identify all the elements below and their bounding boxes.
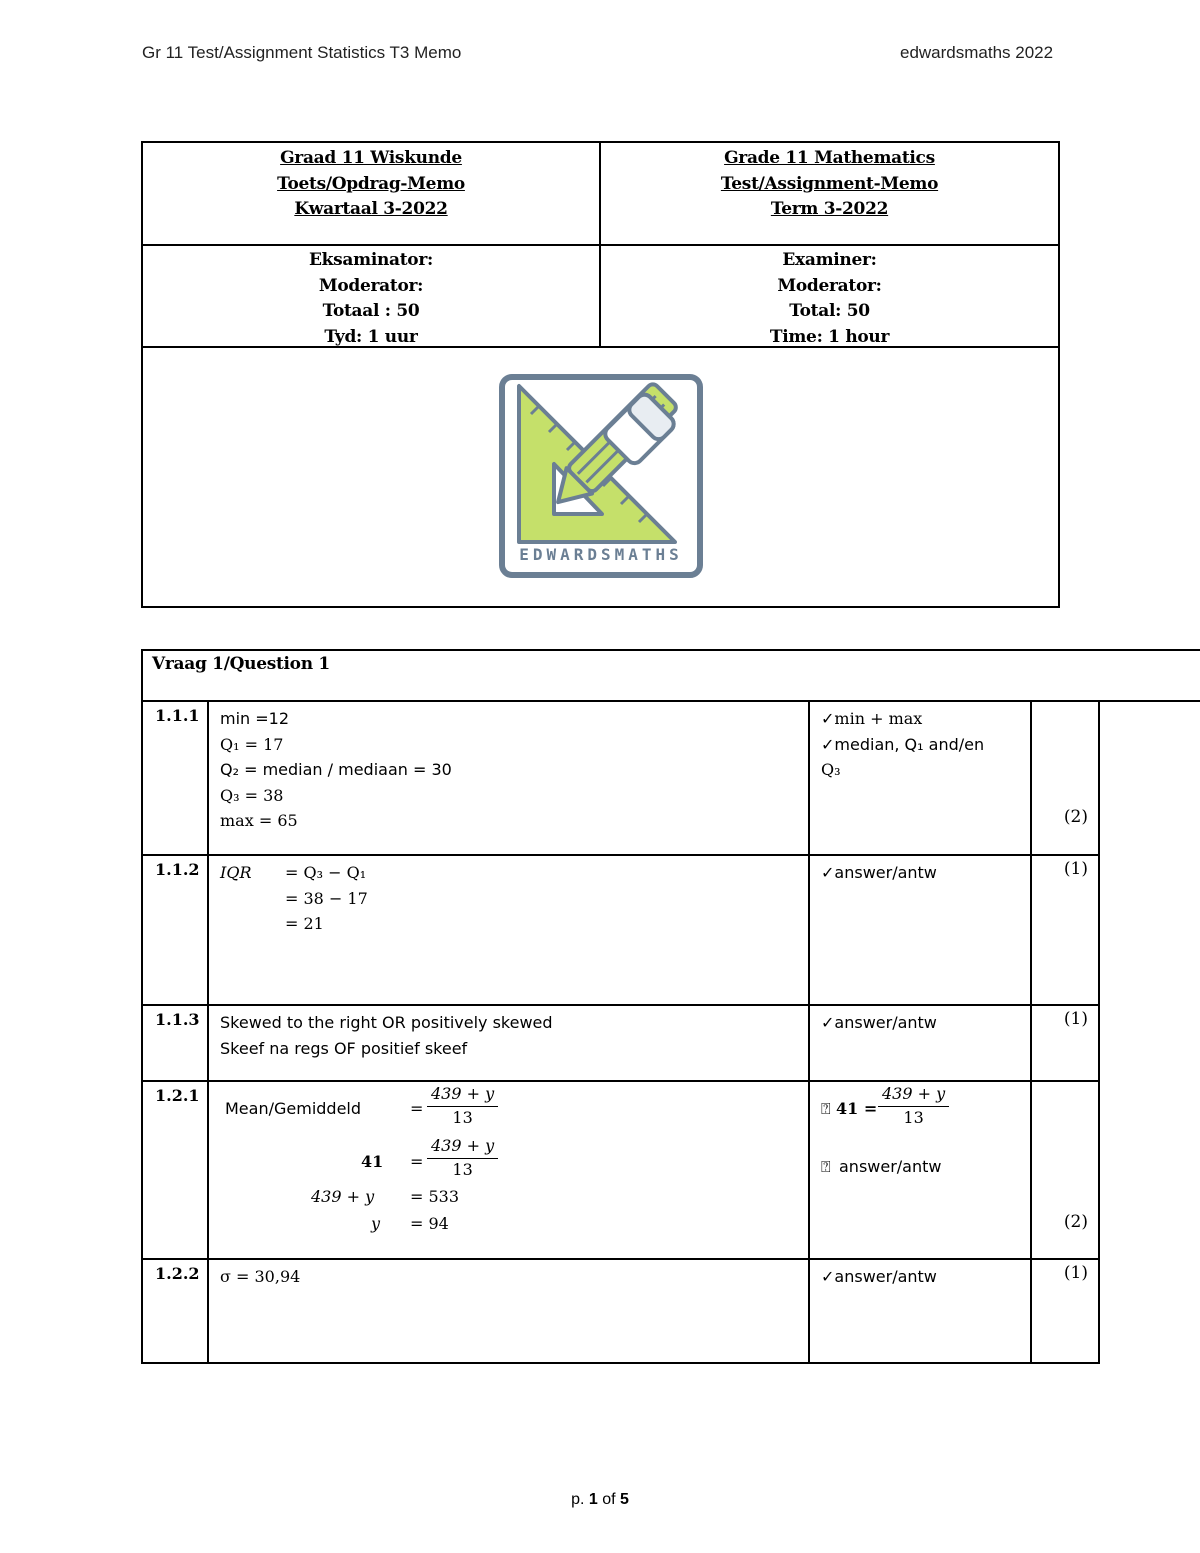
question-title: Vraag 1/Question 1 — [141, 649, 1200, 702]
marking-criterion: ✓median, Q₁ and/en — [821, 734, 985, 754]
header-left: Gr 11 Test/Assignment Statistics T3 Memo — [142, 43, 462, 62]
answer-line: Q₁ = 17 — [220, 734, 284, 754]
answer-line: min =12 — [220, 709, 290, 728]
marking-criterion: answer/antw — [839, 1157, 942, 1176]
answer-lhs: 439 + y — [311, 1187, 375, 1206]
mark-total: (1) — [1063, 859, 1088, 879]
afrikaans-examiner: Eksaminator: — [309, 250, 433, 270]
answer-lhs: y — [371, 1214, 381, 1233]
row-1-1-2 — [141, 856, 1100, 1006]
logo-wordmark: EDWARDSMATHS — [519, 545, 683, 564]
edwardsmaths-logo — [499, 374, 703, 578]
afrikaans-subject: Graad 11 Wiskunde — [280, 148, 462, 168]
marking-criterion: ✓answer/antw — [821, 1267, 937, 1286]
answer-line: Q₂ = median / mediaan = 30 — [220, 760, 452, 779]
question-number: 1.2.2 — [155, 1264, 200, 1283]
fraction: $\frac{439 + y}{13}$ — [878, 1083, 949, 1129]
current-page: 1 — [588, 1491, 598, 1508]
fraction: $\frac{439 + y}{13}$ — [427, 1083, 498, 1129]
missing-glyph: ⍰ — [821, 1157, 831, 1176]
equals-sign: = — [410, 1099, 424, 1118]
english-test-type: Test/Assignment-Memo — [720, 173, 939, 194]
afrikaans-title-cell — [143, 143, 601, 244]
english-moderator: Moderator: — [777, 275, 882, 296]
mark-total: (1) — [1063, 1263, 1088, 1283]
question-number: 1.1.1 — [155, 706, 200, 725]
mean-value: 41 — [361, 1152, 384, 1171]
afrikaans-term: Kwartaal 3-2022 — [294, 199, 448, 219]
missing-glyph: ⍰ — [821, 1099, 831, 1118]
afrikaans-moderator: Moderator: — [318, 275, 424, 296]
marking-criterion: ✓answer/antw — [821, 863, 937, 882]
header-right: edwardsmaths 2022 — [900, 43, 1054, 62]
mean-label: Mean/Gemiddeld — [225, 1099, 362, 1118]
question-number: 1.1.2 — [155, 860, 200, 879]
row-1-2-2 — [141, 1260, 1100, 1364]
title-row — [143, 143, 1058, 246]
english-info-cell — [601, 246, 1058, 346]
answer-line: = 38 − 17 — [285, 888, 368, 908]
mark-total: (1) — [1063, 1009, 1088, 1029]
afrikaans-test-type: Toets/Opdrag-Memo — [277, 173, 465, 194]
answer-line: Q₃ = 38 — [220, 785, 284, 805]
question-table — [141, 649, 1200, 1364]
answer-rhs: = 94 — [410, 1214, 449, 1233]
question-number: 1.1.3 — [155, 1010, 200, 1029]
answer-lhs: IQR — [220, 863, 252, 882]
logo-row — [143, 348, 1058, 608]
english-subject: Grade 11 Mathematics — [724, 148, 935, 168]
afrikaans-total: Totaal : 50 — [322, 301, 420, 321]
row-1-2-1 — [141, 1082, 1100, 1260]
mark-total: (2) — [1063, 1212, 1088, 1232]
english-time: Time: 1 hour — [769, 326, 890, 347]
english-term: Term 3-2022 — [770, 199, 889, 219]
equals-sign: = — [410, 1152, 424, 1171]
total-pages: 5 — [620, 1491, 629, 1508]
answer-line: max = 65 — [220, 811, 298, 830]
answer-line: = Q₃ − Q₁ — [285, 863, 367, 882]
afrikaans-info-cell — [143, 246, 601, 346]
english-total: Total: 50 — [789, 301, 870, 321]
answer-line: = 21 — [285, 914, 324, 933]
answer-line: Skewed to the right OR positively skewed — [220, 1013, 553, 1032]
question-number: 1.2.1 — [155, 1086, 200, 1105]
cover-table — [141, 141, 1060, 608]
row-1-1-3 — [141, 1006, 1100, 1082]
mark-total: (2) — [1063, 807, 1088, 827]
footer-mid: of — [597, 1491, 621, 1508]
marking-criterion: ✓min + max — [821, 709, 923, 728]
english-examiner: Examiner: — [782, 250, 877, 270]
fraction: $\frac{439 + y}{13}$ — [427, 1135, 498, 1181]
answer-rhs: = 533 — [410, 1187, 460, 1206]
page-footer — [0, 1491, 1200, 1509]
info-row — [143, 246, 1058, 348]
afrikaans-time: Tyd: 1 uur — [324, 326, 418, 347]
row-1-1-1 — [141, 702, 1100, 856]
marking-criterion: Q₃ — [821, 760, 841, 779]
english-title-cell — [601, 143, 1058, 244]
answer-line: σ = 30,94 — [220, 1267, 301, 1286]
answer-line: Skeef na regs OF positief skeef — [220, 1038, 468, 1058]
footer-prefix: p. — [571, 1491, 589, 1508]
marking-criterion: ✓answer/antw — [821, 1013, 937, 1032]
marking-criterion: 41 = — [836, 1099, 878, 1118]
